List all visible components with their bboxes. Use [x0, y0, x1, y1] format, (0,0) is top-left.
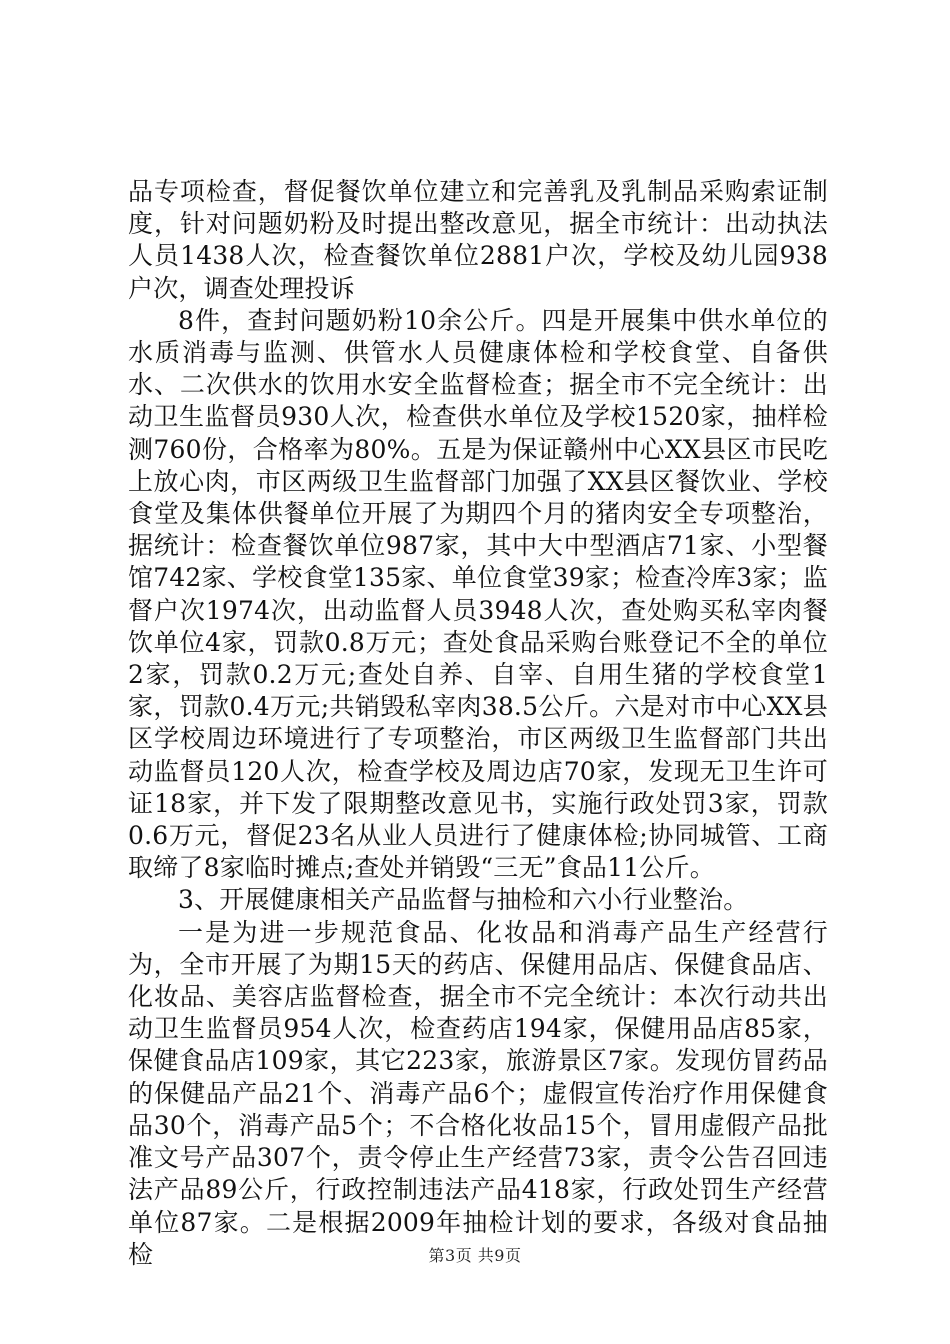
document-body — [128, 176, 828, 1271]
paragraph-3-heading: 3、开展健康相关产品监督与抽检和六小行业整治。 — [178, 885, 749, 915]
paragraph-1: 品专项检查，督促餐饮单位建立和完善乳及乳制品采购索证制度，针对问题奶粉及时提出整改意见，据全市统计：出动执法人员1438人次，检查餐饮单位2881户次，学校及幼儿园938户次，调查处理投诉 — [128, 177, 828, 303]
paragraph-4: 一是为进一步规范食品、化妆品和消毒产品生产经营行为，全市开展了为期15天的药店、保健用品店、保健食品店、化妆品、美容店监督检查，据全市不完全统计：本次行动共出动卫生监督员954人次，检查药店194家，保健用品店85家，保健食品店109家，其它223家，旅游景区7家。发现仿冒药品的保健品产品21个、消毒产品6个；虚假宣传治疗作用保健食品30个，消毒产品5个；不合格化妆品15个，冒用虚假产品批准文号产品307个，责令停止生产经营73家，责令公告召回违法产品89公斤，行政控制违法产品418家，行政处罚生产经营单位87家。二是根据2009年抽检计划的要求，各级对食品抽检 — [128, 917, 828, 1269]
paragraph-2: 8件，查封问题奶粉10余公斤。四是开展集中供水单位的水质消毒与监测、供管水人员健康体检和学校食堂、自备供水、二次供水的饮用水安全监督检查；据全市不完全统计：出动卫生监督员930人次，检查供水单位及学校1520家，抽样检测760份，合格率为80%。五是为保证赣州中心XX县区市民吃上放心肉，市区两级卫生监督部门加强了XX县区餐饮业、学校食堂及集体供餐单位开展了为期四个月的猪肉安全专项整治，据统计：检查餐饮单位987家，其中大中型酒店71家、小型餐馆742家、学校食堂135家、单位食堂39家；检查冷库3家；监督户次1974次，出动监督人员3948人次，查处购买私宰肉餐饮单位4家，罚款0.8万元；查处食品采购台账登记不全的单位2家，罚款0.2万元;查处自养、自宰、自用生猪的学校食堂1家，罚款0.4万元;共销毁私宰肉38.5公斤。六是对市中心XX县区学校周边环境进行了专项整治，市区两级卫生监督部门共出动监督员120人次，检查学校及周边店70家，发现无卫生许可证18家，并下发了限期整改意见书，实施行政处罚3家，罚款0.6万元，督促23名从业人员进行了健康体检;协同城管、工商取缔了8家临时摊点;查处并销毁“三无”食品11公斤。 — [128, 305, 828, 883]
page-footer: 第3页 共9页 — [428, 1246, 522, 1265]
